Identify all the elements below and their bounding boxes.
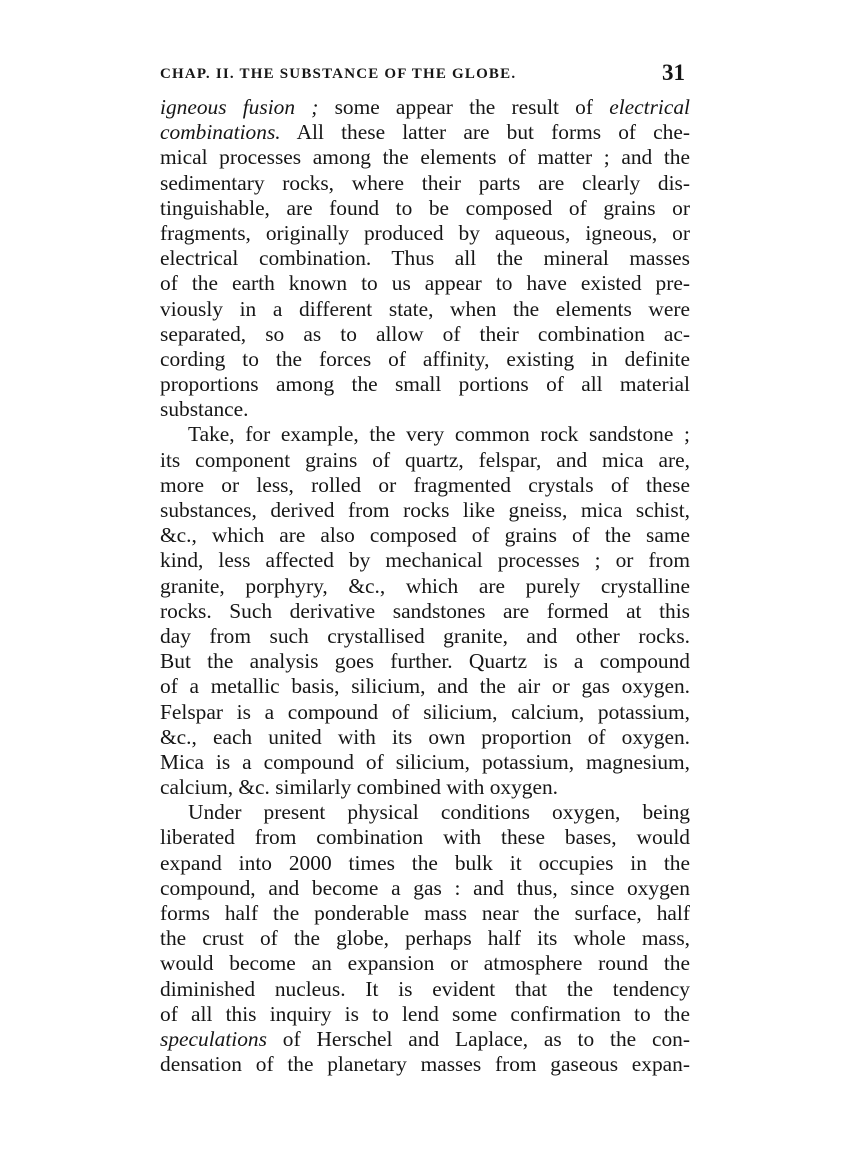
text-line (160, 926, 690, 951)
text-run: day from such crystallised granite, and other rocks. (160, 623, 690, 648)
text-line (160, 574, 690, 599)
page-header (160, 60, 685, 90)
text-run: fragments, originally produced by aqueous, igneous, or (160, 220, 690, 245)
text-line (160, 397, 690, 422)
text-line (160, 297, 690, 322)
text-line (160, 951, 690, 976)
text-line (160, 825, 690, 850)
text-run: forms half the ponderable mass near the surface, half (160, 901, 690, 925)
text-run: rocks. Such derivative sandstones are formed at this (160, 598, 690, 623)
text-line (160, 473, 690, 498)
text-line (160, 322, 690, 347)
text-line (160, 448, 690, 473)
page-number: 31 (662, 60, 685, 85)
text-line (160, 246, 690, 271)
text-run: its component grains of quartz, felspar, and mica are, (160, 447, 690, 472)
text-run: separated, so as to allow of their combination ac- (160, 321, 690, 346)
text-run: granite, porphyry, &c., which are purely crystalline (160, 573, 690, 598)
text-line (160, 725, 690, 750)
running-head: CHAP. II. THE SUBSTANCE OF THE GLOBE. (160, 66, 517, 82)
text-run: &c., each united with its own proportion of oxygen. (160, 724, 690, 749)
text-line (160, 171, 690, 196)
text-run: Under present physical conditions oxygen, being (188, 800, 690, 825)
text-line (160, 498, 690, 523)
paragraph (160, 800, 690, 1077)
text-line (160, 95, 690, 120)
text-run: some appear the result of (318, 95, 610, 119)
text-line (160, 1002, 690, 1027)
text-run: compound, and become a gas : and thus, since oxygen (160, 875, 690, 900)
text-run: All these latter are but forms of che- (280, 120, 690, 145)
body-text (160, 95, 690, 1077)
text-run: cording to the forces of affinity, existing in definite (160, 346, 690, 371)
text-run: electrical combination. Thus all the mineral masses (160, 246, 690, 271)
paragraph (160, 95, 690, 422)
italic-text: combinations. (160, 120, 281, 145)
italic-text: speculations (160, 1026, 267, 1051)
text-run: expand into 2000 times the bulk it occupies in the (160, 850, 690, 875)
text-run: diminished nucleus. It is evident that the tendency (160, 976, 690, 1001)
text-line (160, 271, 690, 296)
text-line (160, 599, 690, 624)
text-line (160, 750, 690, 775)
text-line (160, 700, 690, 725)
text-run: kind, less affected by mechanical processes ; or from (160, 548, 690, 573)
text-line (160, 347, 690, 372)
text-run: But the analysis goes further. Quartz is a compound (160, 649, 690, 674)
text-line (160, 775, 690, 800)
text-run: of all this inquiry is to lend some confirmation to the (160, 1001, 690, 1026)
text-run: tinguishable, are found to be composed of grains or (160, 195, 690, 220)
text-line (160, 901, 690, 926)
text-run: viously in a different state, when the elements were (160, 296, 690, 321)
text-line (160, 372, 690, 397)
text-run: substance. (160, 397, 249, 422)
text-run: &c., which are also composed of grains of the same (160, 523, 690, 548)
text-line (160, 548, 690, 573)
text-run: liberated from combination with these bases, would (160, 825, 690, 850)
text-run: of Herschel and Laplace, as to the con- (266, 1026, 690, 1051)
text-line (160, 221, 690, 246)
text-line (160, 196, 690, 221)
text-run: the crust of the globe, perhaps half its whole mass, (160, 926, 690, 951)
text-line (160, 523, 690, 548)
text-line (160, 1027, 690, 1052)
text-run: calcium, &c. similarly combined with oxygen. (160, 775, 559, 800)
text-line (160, 800, 690, 825)
paragraph (160, 422, 690, 800)
text-line (160, 1052, 690, 1077)
text-line (160, 422, 690, 447)
text-run: more or less, rolled or fragmented crystals of these (160, 472, 690, 497)
italic-text: electrical (609, 95, 690, 119)
text-run: Mica is a compound of silicium, potassium, magnesium, (160, 749, 690, 774)
text-run: mical processes among the elements of matter ; and the (160, 145, 690, 170)
text-line (160, 674, 690, 699)
text-line (160, 624, 690, 649)
text-line (160, 649, 690, 674)
text-line (160, 977, 690, 1002)
text-line (160, 851, 690, 876)
text-run: substances, derived from rocks like gneiss, mica schist, (160, 498, 690, 522)
text-run: of a metallic basis, silicium, and the air or gas oxygen. (160, 674, 690, 699)
text-run: of the earth known to us appear to have existed pre- (160, 271, 690, 296)
text-line (160, 145, 690, 170)
text-run: Felspar is a compound of silicium, calcium, potassium, (160, 699, 690, 724)
text-run: proportions among the small portions of all material (160, 372, 690, 397)
text-run: sedimentary rocks, where their parts are clearly dis- (160, 170, 690, 195)
text-run: densation of the planetary masses from gaseous expan- (160, 1052, 690, 1077)
text-run: Take, for example, the very common rock sandstone ; (188, 422, 690, 447)
text-line (160, 876, 690, 901)
text-line (160, 120, 690, 145)
text-run: would become an expansion or atmosphere round the (160, 951, 690, 976)
italic-text: igneous fusion ; (160, 95, 319, 119)
